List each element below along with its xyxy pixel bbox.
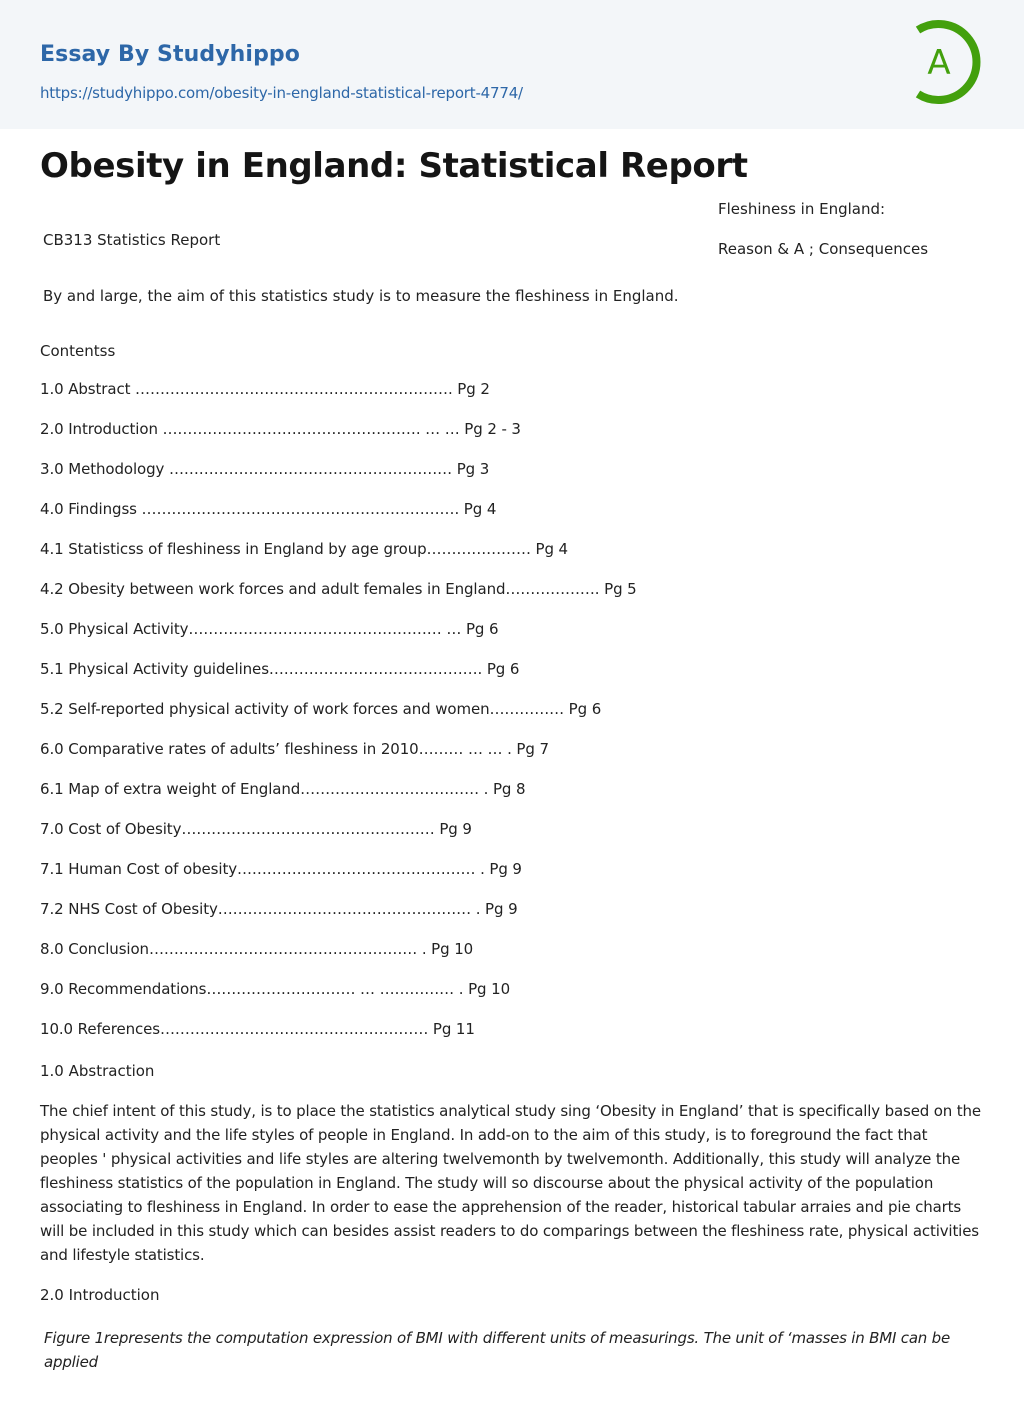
toc-item: 6.1 Map of extra weight of England……………………………… . Pg 8 [40, 780, 526, 798]
toc-item: 4.0 Findingss ………………………………………………………. Pg 4 [40, 500, 497, 518]
page-title: Obesity in England: Statistical Report [40, 146, 748, 186]
toc-item: 3.0 Methodology ………………………………………………… Pg 3 [40, 460, 490, 478]
side-note-title: Fleshiness in England: [718, 200, 886, 218]
toc-item: 1.0 Abstract ………………………………………………………. Pg 2 [40, 380, 490, 398]
toc-item: 6.0 Comparative rates of adults’ fleshiness in 2010……… … … . Pg 7 [40, 740, 549, 758]
contents-heading: Contentss [40, 342, 116, 360]
toc-item: 7.2 NHS Cost of Obesity…………………………………………… . Pg 9 [40, 900, 518, 918]
studyhippo-logo-icon[interactable] [912, 18, 988, 106]
site-header [0, 0, 1024, 129]
aim-paragraph: By and large, the aim of this statistics study is to measure the fleshiness in England. [43, 287, 679, 305]
abstract-paragraph: The chief intent of this study, is to place the statistics analytical study sing ‘Obesity in England’ that is specifically based on the physical activity and the life styles of people in England. In add-on to the aim of this study, is to foreground the fact that peoples ' physical activities and life styles are altering twelvemonth by twelvemonth. Additionally, this study will analyze the fleshiness statistics of the population in England. The study will so discourse about the physical activity of the population associating to fleshiness in England. In order to ease the apprehension of the reader, historical tabular arraies and pie charts will be included in this study which can besides assist readers to do comparings between the fleshiness rate, physical activities and lifestyle statistics. [40, 1102, 981, 1264]
toc-item: 7.0 Cost of Obesity…………………………………………… Pg 9 [40, 820, 472, 838]
toc-item: 5.1 Physical Activity guidelines……………………………………. Pg 6 [40, 660, 520, 678]
figure-caption: Figure 1represents the computation expression of BMI with different units of measurings. The unit of ‘masses in BMI can be applied [44, 1329, 951, 1371]
toc-item: 5.0 Physical Activity…………………………………………… … Pg 6 [40, 620, 499, 638]
course-label: CB313 Statistics Report [43, 231, 221, 249]
source-url-link[interactable]: https://studyhippo.com/obesity-in-england-statistical-report-4774/ [40, 84, 523, 102]
toc-item: 4.2 Obesity between work forces and adult females in England………………. Pg 5 [40, 580, 637, 598]
toc-item: 7.1 Human Cost of obesity………………………………………… . Pg 9 [40, 860, 522, 878]
brand-title[interactable]: Essay By Studyhippo [40, 42, 300, 67]
logo-letter: A [927, 43, 951, 83]
toc-item: 9.0 Recommendations………………………… … …………… . Pg 10 [40, 980, 511, 998]
introduction-heading: 2.0 Introduction [40, 1286, 160, 1304]
toc-item: 5.2 Self-reported physical activity of work forces and women…………… Pg 6 [40, 700, 602, 718]
table-of-contents [40, 379, 637, 1059]
abstract-heading: 1.0 Abstraction [40, 1062, 155, 1080]
toc-item: 10.0 References……………………………………………… Pg 11 [40, 1020, 475, 1038]
toc-item: 4.1 Statisticss of fleshiness in England by age group………………… Pg 4 [40, 540, 568, 558]
toc-item: 8.0 Conclusion……………………………………………… . Pg 10 [40, 940, 474, 958]
toc-item: 2.0 Introduction ……………………………………………. … … Pg 2 - 3 [40, 420, 521, 438]
side-note-subtitle: Reason & A ; Consequences [718, 240, 929, 258]
